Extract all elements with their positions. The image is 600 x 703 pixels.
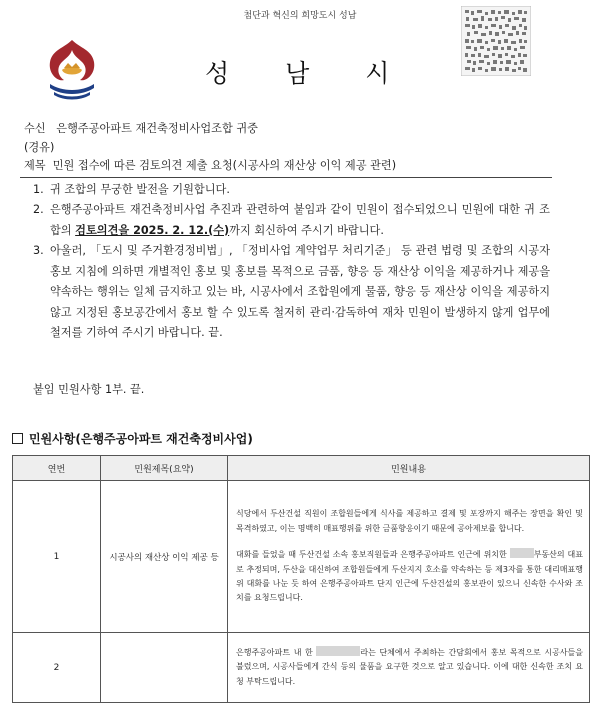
content-text-a: 은행주공아파트 내 한 [236, 647, 317, 657]
city-slogan: 첨단과 혁신의 희망도시 성남 [243, 11, 357, 21]
recipient: 은행주공아파트 재건축정비사업조합 귀중 [56, 122, 258, 135]
content-text-b: 부동산의 대표로 추정되며, 두산을 대신하여 조합원들에게 두산지지 호소를 약속하는 등 제3자를 통한 대리매표행위 대화를 나눈 듯 하여 은행주공아파트 단지 인근에 두산건설의 홍보관이 있으니 신속한 수사와 조치를 요청드립니다. [236, 550, 583, 603]
row-content [228, 633, 590, 703]
complaint-table [12, 455, 590, 703]
subject-label: 제목 [24, 159, 46, 172]
table-row [13, 481, 590, 633]
table-header-row [13, 456, 590, 481]
content-paragraph [236, 548, 583, 606]
checkbox-square-icon [12, 433, 23, 444]
item-text [50, 200, 550, 241]
section-title [12, 430, 253, 447]
column-header-no: 연번 [13, 456, 101, 481]
row-title: 시공사의 재산상 이익 제공 등 [101, 481, 228, 633]
table-row [13, 633, 590, 703]
row-number: 2 [13, 633, 101, 703]
body-item-1 [33, 180, 550, 201]
row-content [228, 481, 590, 633]
redaction-block [316, 646, 360, 656]
row-title [101, 633, 228, 703]
header-divider [20, 177, 552, 178]
item-number: 2. [33, 203, 44, 216]
seongnam-city-emblem-icon [44, 36, 100, 104]
body-item-3 [33, 241, 550, 344]
recipient-label: 수신 [24, 122, 46, 135]
content-text-b: 라는 단체에서 주최하는 간담회에서 홍보 목적으로 시공사들을 불렀으며, 시공사들에게 간식 등의 물품을 요구한 것으로 알고 있습니다. 이에 대한 신속한 조치 요청 부탁드립니다. [236, 647, 583, 686]
column-header-title: 민원제목(요약) [101, 456, 228, 481]
qr-code-icon [461, 6, 531, 76]
item-text-a: 은행주공아파트 재건축정비사업 추진과 관련하여 붙임과 같이 민원이 접수되었으니 민원에 대한 귀 조합의 [50, 203, 550, 237]
enclosure-line: 붙임 민원사항 1부. 끝. [33, 383, 145, 396]
city-name: 성 남 시 [205, 59, 414, 88]
body-item-2 [33, 200, 550, 241]
subject: 민원 접수에 따른 검토의견 제출 요청(시공사의 재산상 이익 제공 관련) [52, 159, 397, 172]
item-text: 귀 조합의 무궁한 발전을 기원합니다. [50, 183, 230, 196]
column-header-content: 민원내용 [228, 456, 590, 481]
redaction-block [510, 548, 534, 558]
item-number: 1. [33, 183, 44, 196]
via-line: (경유) [24, 141, 55, 154]
content-paragraph: 식당에서 두산건설 직원이 조합원들에게 식사를 제공하고 결제 및 포장까지 해주는 장면을 확인 및 목격하였고, 이는 명백히 매표행위를 위한 금품향응이기 때문에 공아제보를 합니다. [236, 509, 583, 533]
row-number: 1 [13, 481, 101, 633]
content-paragraph [236, 646, 583, 689]
item-text-b: 까지 회신하여 주시기 바랍니다. [229, 223, 384, 237]
content-text-a: 대화를 들었을 때 두산건설 소속 홍보직원들과 은행주공아파트 인근에 위치한 [236, 550, 510, 560]
subject-line [24, 159, 396, 173]
reply-deadline: 검토의견을 2025. 2. 12.(수) [75, 223, 230, 237]
section-title-text: 민원사항(은행주공아파트 재건축정비사업) [29, 432, 253, 446]
recipient-line [24, 122, 258, 136]
item-number: 3. [33, 244, 44, 257]
item-text: 아울러, 「도시 및 주거환경정비법」, 「정비사업 계약업무 처리기준」 등 관련 법령 및 조합의 시공자 홍보 지침에 의하면 개별적인 홍보 및 홍보를 목적으로 금품, 향응 등 재산상 이익을 제공하거나 제공을 약속하는 행위는 일체 금지하고 있는 바, 시공사에서 조합원에게 물품, 향응 등 재산상 이익을 제공하지 않고 지정된 홍보공간에서 홍보 할 수 있도록 철저히 관리·감독하여 재차 민원이 발생하지 않게 업무에 철저를 기하여 주시기 바랍니다. 끝. [50, 244, 550, 340]
